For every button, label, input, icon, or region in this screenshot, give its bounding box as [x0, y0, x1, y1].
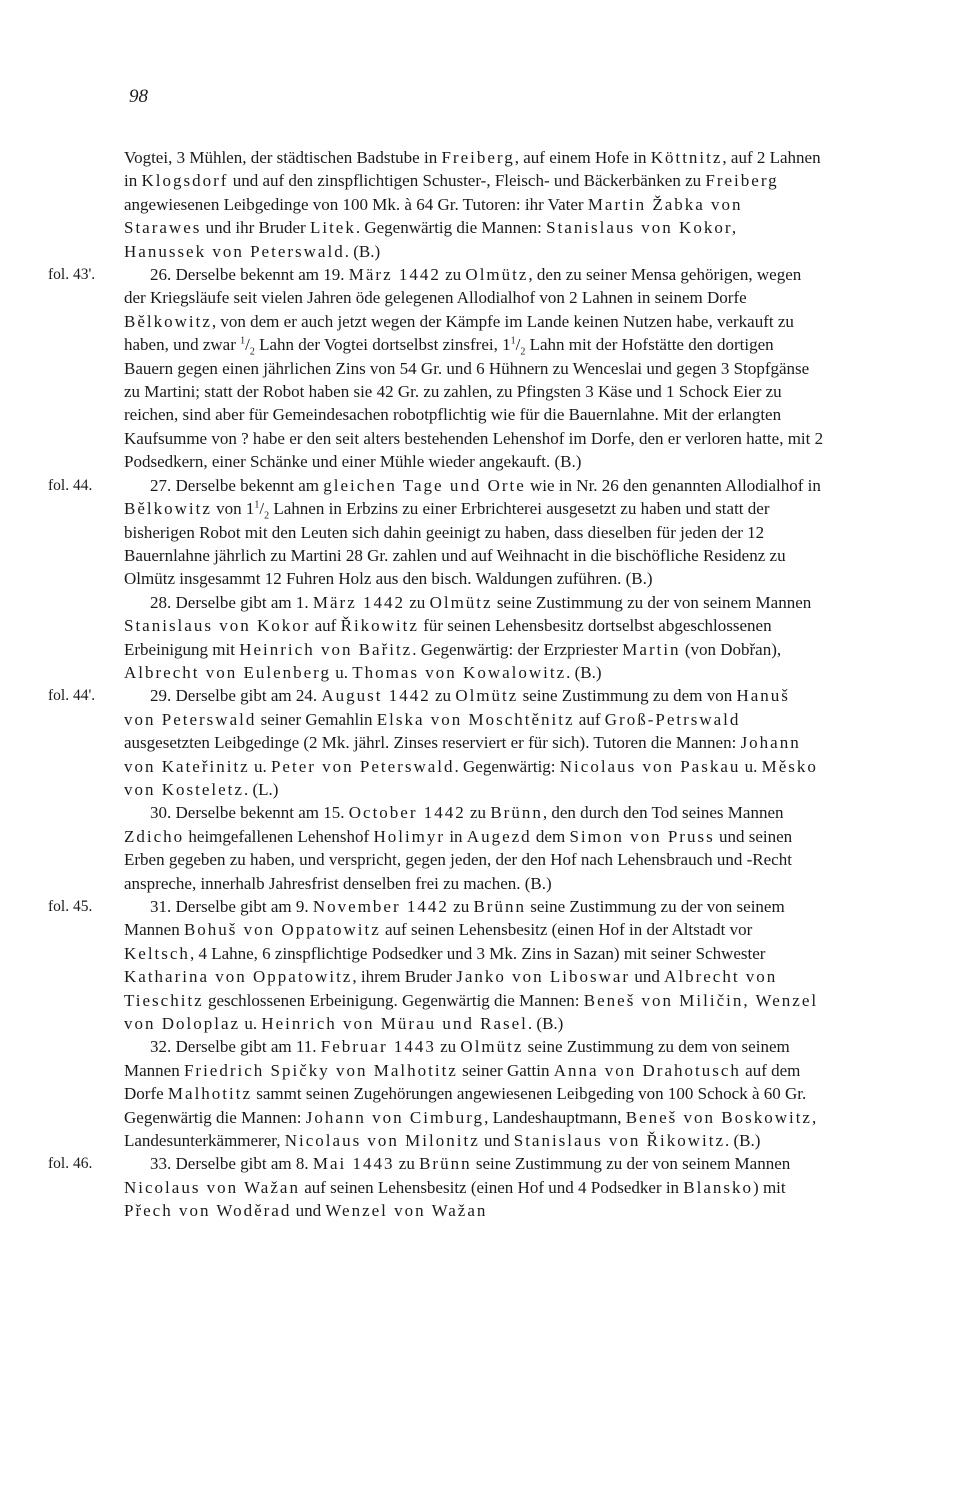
text-segment: 2 [249, 346, 255, 358]
folio-marginal-note: fol. 45. [48, 898, 93, 915]
text-segment: und auf den zinspflichtigen Schuster-, Fleisch- und Bäckerbänken zu [228, 171, 706, 191]
spaced-name: Stanislaus von Řikowitz [513, 1131, 726, 1151]
text-segment: auf seinen Lehensbesitz (einen Hof in der Altstadt vor [380, 920, 753, 940]
spaced-name: Brünn [473, 897, 526, 916]
text-segment: . (L.) [243, 779, 279, 799]
text-segment: seine Zustimmung zu der von seinem Mannen [471, 1154, 791, 1174]
text-segment: seine Zustimmung zu dem von seinem Mannen [124, 1037, 790, 1080]
text-segment: (von Dobřan), [680, 639, 782, 659]
text-segment: angewiesenen Leibgedinge von 100 Mk. à 64 Gr. Tutoren: ihr Vater [124, 194, 588, 214]
text-segment: , ihrem Bruder [352, 967, 457, 987]
text-segment: . (B.) [725, 1131, 761, 1151]
spaced-name: Olmütz [465, 265, 529, 285]
spaced-name: Olmütz [429, 592, 493, 612]
text-segment: auf [310, 616, 341, 636]
text-segment: ) mit [753, 1177, 786, 1197]
text-segment: in [445, 826, 467, 846]
spaced-name: Beneš von Boskowitz [625, 1107, 812, 1127]
spaced-name: Brünn [490, 803, 543, 823]
spaced-name: Nicolaus von Wažan [124, 1177, 300, 1197]
text-segment: 31. Derselbe gibt am 9. [150, 897, 313, 916]
spaced-name: Martin Žabka von Starawes [124, 194, 743, 238]
text-segment: heimgefallenen Lehenshof [184, 826, 374, 846]
text-segment: , auf 2 Lahnen in [124, 148, 821, 191]
paragraph [48, 474, 824, 591]
text-segment: zu [440, 265, 466, 285]
spaced-name: Bělkowitz [124, 499, 212, 519]
text-segment: . (B.) [527, 1014, 564, 1034]
spaced-name: gleichen Tage und Orte [323, 475, 526, 495]
text-segment: 2 [264, 510, 270, 522]
text-segment: , Landesunterkämmerer, [124, 1107, 817, 1151]
spaced-name: Olmütz [455, 686, 519, 706]
text-segment: und ihr Bruder [201, 218, 310, 238]
spaced-name: Keltsch [124, 943, 190, 963]
text-segment: Lahnen in Erbzins zu einer Erbrichterei ausgesetzt zu haben und statt der bisherigen Robot mit den Leuten sich dahin geeinigt zu haben, dass dieselben für jeden der 12 Bauernlahne jährlich zu Martini 28 Gr. zahlen und auf Weihnacht in die bischöfliche Residenz zu Olmütz insgesammt 12 Fuhren Holz aus den bisch. Waldungen zuführen. (B.) [124, 499, 786, 589]
spaced-name: Heinrich von Bařitz [239, 639, 413, 659]
text-segment: , von dem er auch jetzt wegen der Kämpfe im Lande keinen Nutzen habe, verkauft zu haben, und zwar [124, 311, 794, 355]
spaced-name: Elska von Moschtěnitz [376, 709, 575, 729]
text-segment: 29. Derselbe gibt am 24. [150, 686, 322, 706]
text-segment: zu [405, 592, 430, 612]
spaced-name: Malhotitz [167, 1084, 253, 1104]
text-segment: von 1 [211, 499, 255, 519]
folio-marginal-note: fol. 44. [48, 476, 93, 494]
spaced-name: Johann von Cimburg [305, 1107, 485, 1127]
text-segment: seine Zustimmung zu der von seinem Mannen [492, 592, 812, 612]
spaced-name: Simon von Pruss [569, 826, 715, 846]
text-segment: geschlossenen Erbeinigung. Gegenwärtig die Mannen: [203, 990, 584, 1010]
spaced-name: Hanuš von Peterswald [124, 686, 790, 729]
text-segment: . Gegenwärtig die Mannen: [355, 218, 547, 238]
text-segment: und [479, 1131, 514, 1151]
spaced-name: Měsko von Kosteletz [124, 756, 818, 799]
paragraph [124, 1035, 824, 1152]
spaced-name: Wenzel von Wažan [325, 1201, 488, 1221]
spaced-name: Freiberg [705, 171, 779, 191]
spaced-name: Anna von Drahotusch [553, 1060, 741, 1080]
text-segment: ausgesetzten Leibgedinge (2 Mk. jährl. Zinses reserviert er für sich). Tutoren die Mannen: [124, 733, 741, 753]
spaced-name: Blansko [683, 1177, 754, 1197]
text-segment: zu [430, 686, 456, 706]
folio-marginal-note: fol. 44'. [48, 687, 96, 705]
text-segment: 26. Derselbe bekennt am 19. [150, 265, 349, 285]
text-segment: zu [435, 1037, 461, 1057]
spaced-name: Janko von Liboswar [456, 967, 631, 987]
spaced-name: Augezd [466, 826, 532, 846]
folio-marginal-note: fol. 43'. [48, 266, 96, 284]
spaced-name: Brünn [419, 1154, 472, 1174]
text-segment: zu [394, 1154, 420, 1174]
spaced-name: Groß-Petrswald [604, 709, 741, 729]
spaced-name: August 1442 [321, 686, 431, 706]
spaced-name: Přech von Woděrad [124, 1201, 292, 1221]
text-segment: u. [249, 756, 271, 776]
paragraph [48, 263, 824, 474]
text-segment: und [291, 1201, 326, 1221]
text-segment: auf dem Dorfe [124, 1060, 801, 1104]
paragraph [124, 591, 824, 685]
text-segment: u. [331, 662, 353, 682]
spaced-name: Stanislaus von Kokor, Hanussek von Peterswald [124, 218, 739, 261]
text-segment: u. [740, 756, 762, 776]
text-segment: u. [240, 1014, 262, 1034]
page-number: 98 [129, 86, 148, 107]
text-segment: dem [531, 826, 570, 846]
spaced-name: Nicolaus von Paskau [559, 756, 741, 776]
spaced-name: März 1442 [348, 265, 441, 285]
spaced-name: Albrecht von Tieschitz [124, 967, 778, 1010]
spaced-name: Albrecht von Eulenberg [124, 662, 332, 682]
text-segment: / [259, 499, 265, 519]
text-segment: 33. Derselbe gibt am 8. [150, 1154, 313, 1174]
spaced-name: Februar 1443 [320, 1037, 436, 1057]
spaced-name: Freiberg [441, 148, 515, 167]
text-segment: Vogtei, 3 Mühlen, der städtischen Badstube in [124, 148, 442, 167]
spaced-name: Katharina von Oppatowitz [124, 967, 353, 987]
spaced-name: Köttnitz [650, 148, 723, 167]
text-segment: Lahn mit der Hofstätte den dortigen Bauern gegen einen jährlichen Zins von 54 Gr. und 6 Hühnern zu Wenceslai und gegen 3 Stopfgänse zu Martini; statt der Robot haben sie 42 Gr. zu zahlen, zu Pfingsten 3 Käse und 1 Schock Eier zu reichen, sind aber für Gemeindesachen robotpflichtig wie für die Bauernlahne. Mit der erlangten Kaufsumme von ? habe er den seit alters bestehenden Lehenshof im Dorfe, den er verloren hatte, mit 2 Podsedkern, einer Schänke und einer Mühle wieder angekauft. (B.) [124, 335, 824, 472]
text-segment: / [245, 335, 250, 355]
text-segment: auf seinen Lehensbesitz (einen Hof und 4 Podsedker in [299, 1177, 684, 1197]
spaced-name: Holimyr [373, 826, 446, 846]
text-segment: sammt seinen Zugehörungen angewiesenen Leibgeding von 100 Schock à 60 Gr. Gegenwärtig die Mannen: [124, 1084, 807, 1127]
text-segment: 27. Derselbe bekennt am [150, 475, 324, 495]
text-segment: 1 [240, 335, 246, 347]
text-segment: 28. Derselbe gibt am 1. [150, 592, 313, 612]
text-segment: wie in Nr. 26 den genannten Allodialhof in [525, 475, 821, 495]
text-segment: . Gegenwärtig: der Erzpriester [412, 639, 623, 659]
text-segment: , 4 Lahne, 6 zinspflichtige Podsedker und 3 Mk. Zins in Sazan) mit seiner Schwester [189, 943, 766, 963]
spaced-name: Stanislaus von Kokor [124, 616, 311, 636]
spaced-name: Zdicho [124, 826, 185, 846]
text-segment: / [515, 335, 521, 355]
text-segment: . Gegenwärtig: [454, 756, 560, 776]
folio-marginal-note: fol. 46. [48, 1155, 93, 1173]
text-segment: seine Zustimmung zu dem von [518, 686, 737, 706]
spaced-name: Thomas von Kowalowitz [352, 662, 567, 682]
spaced-name: Litek [309, 218, 356, 238]
text-segment: , auf einem Hofe in [514, 148, 651, 167]
spaced-name: Bohuš von Oppatowitz [183, 920, 381, 940]
text-segment: seiner Gattin [457, 1060, 554, 1080]
text-segment: und seinen Erben gegeben zu haben, und verspricht, gegen jeden, der den Hof nach Lehensbrauch und -Recht anspreche, innerhalb Jahresfrist denselben frei zu machen. (B.) [124, 826, 793, 893]
paragraph [124, 801, 824, 895]
text-segment: 30. Derselbe bekennt am 15. [150, 803, 349, 823]
paragraph [124, 146, 824, 263]
text-segment: für seinen Lehensbesitz dortselbst abgeschlossenen Erbeinigung mit [124, 616, 772, 659]
document-body [48, 146, 824, 1223]
paragraph [48, 684, 824, 801]
spaced-name: Johann von Kateřinitz [124, 733, 801, 776]
spaced-name: Martin [622, 639, 681, 659]
spaced-name: Olmütz [460, 1037, 524, 1057]
spaced-name: Beneš von Miličin, Wenzel von Doloplaz [124, 990, 819, 1034]
text-segment: zu [465, 803, 491, 823]
text-segment: und [630, 967, 665, 987]
text-segment: auf [574, 709, 605, 729]
spaced-name: October 1442 [348, 803, 466, 823]
text-segment: Lahn der Vogtei dortselbst zinsfrei, 1 [254, 335, 511, 355]
spaced-name: März 1442 [312, 592, 406, 612]
spaced-name: Heinrich von Mürau und Rasel [261, 1014, 528, 1034]
text-segment: , Landeshauptmann, [484, 1107, 626, 1127]
text-segment: , den zu seiner Mensa gehörigen, wegen der Kriegsläufe seit vielen Jahren öde gelegenen Allodialhof von 2 Lahnen in seinem Dorfe [124, 265, 802, 308]
text-segment: zu [448, 897, 474, 916]
spaced-name: Mai 1443 [312, 1154, 395, 1174]
spaced-name: Klogsdorf [141, 171, 229, 191]
spaced-name: Friedrich Spičky von Malhotitz [183, 1060, 458, 1080]
text-segment: 1 [254, 499, 260, 511]
text-segment: 1 [510, 335, 516, 347]
spaced-name: Bělkowitz [124, 311, 212, 331]
text-segment: . (B.) [566, 662, 602, 682]
spaced-name: Řikowitz [340, 616, 419, 636]
text-segment: 32. Derselbe gibt am 11. [150, 1037, 321, 1057]
paragraph [48, 895, 824, 1035]
spaced-name: November 1442 [312, 897, 449, 916]
text-segment: . (B.) [344, 241, 381, 261]
paragraph [48, 1152, 824, 1222]
text-segment: seine Zustimmung zu der von seinem Mannen [124, 897, 785, 940]
text-segment: seiner Gemahlin [256, 709, 377, 729]
text-segment: , den durch den Tod seines Mannen [542, 803, 784, 823]
spaced-name: Peter von Peterswald [270, 756, 455, 776]
text-segment: 2 [520, 346, 526, 358]
spaced-name: Nicolaus von Milonitz [284, 1131, 480, 1151]
